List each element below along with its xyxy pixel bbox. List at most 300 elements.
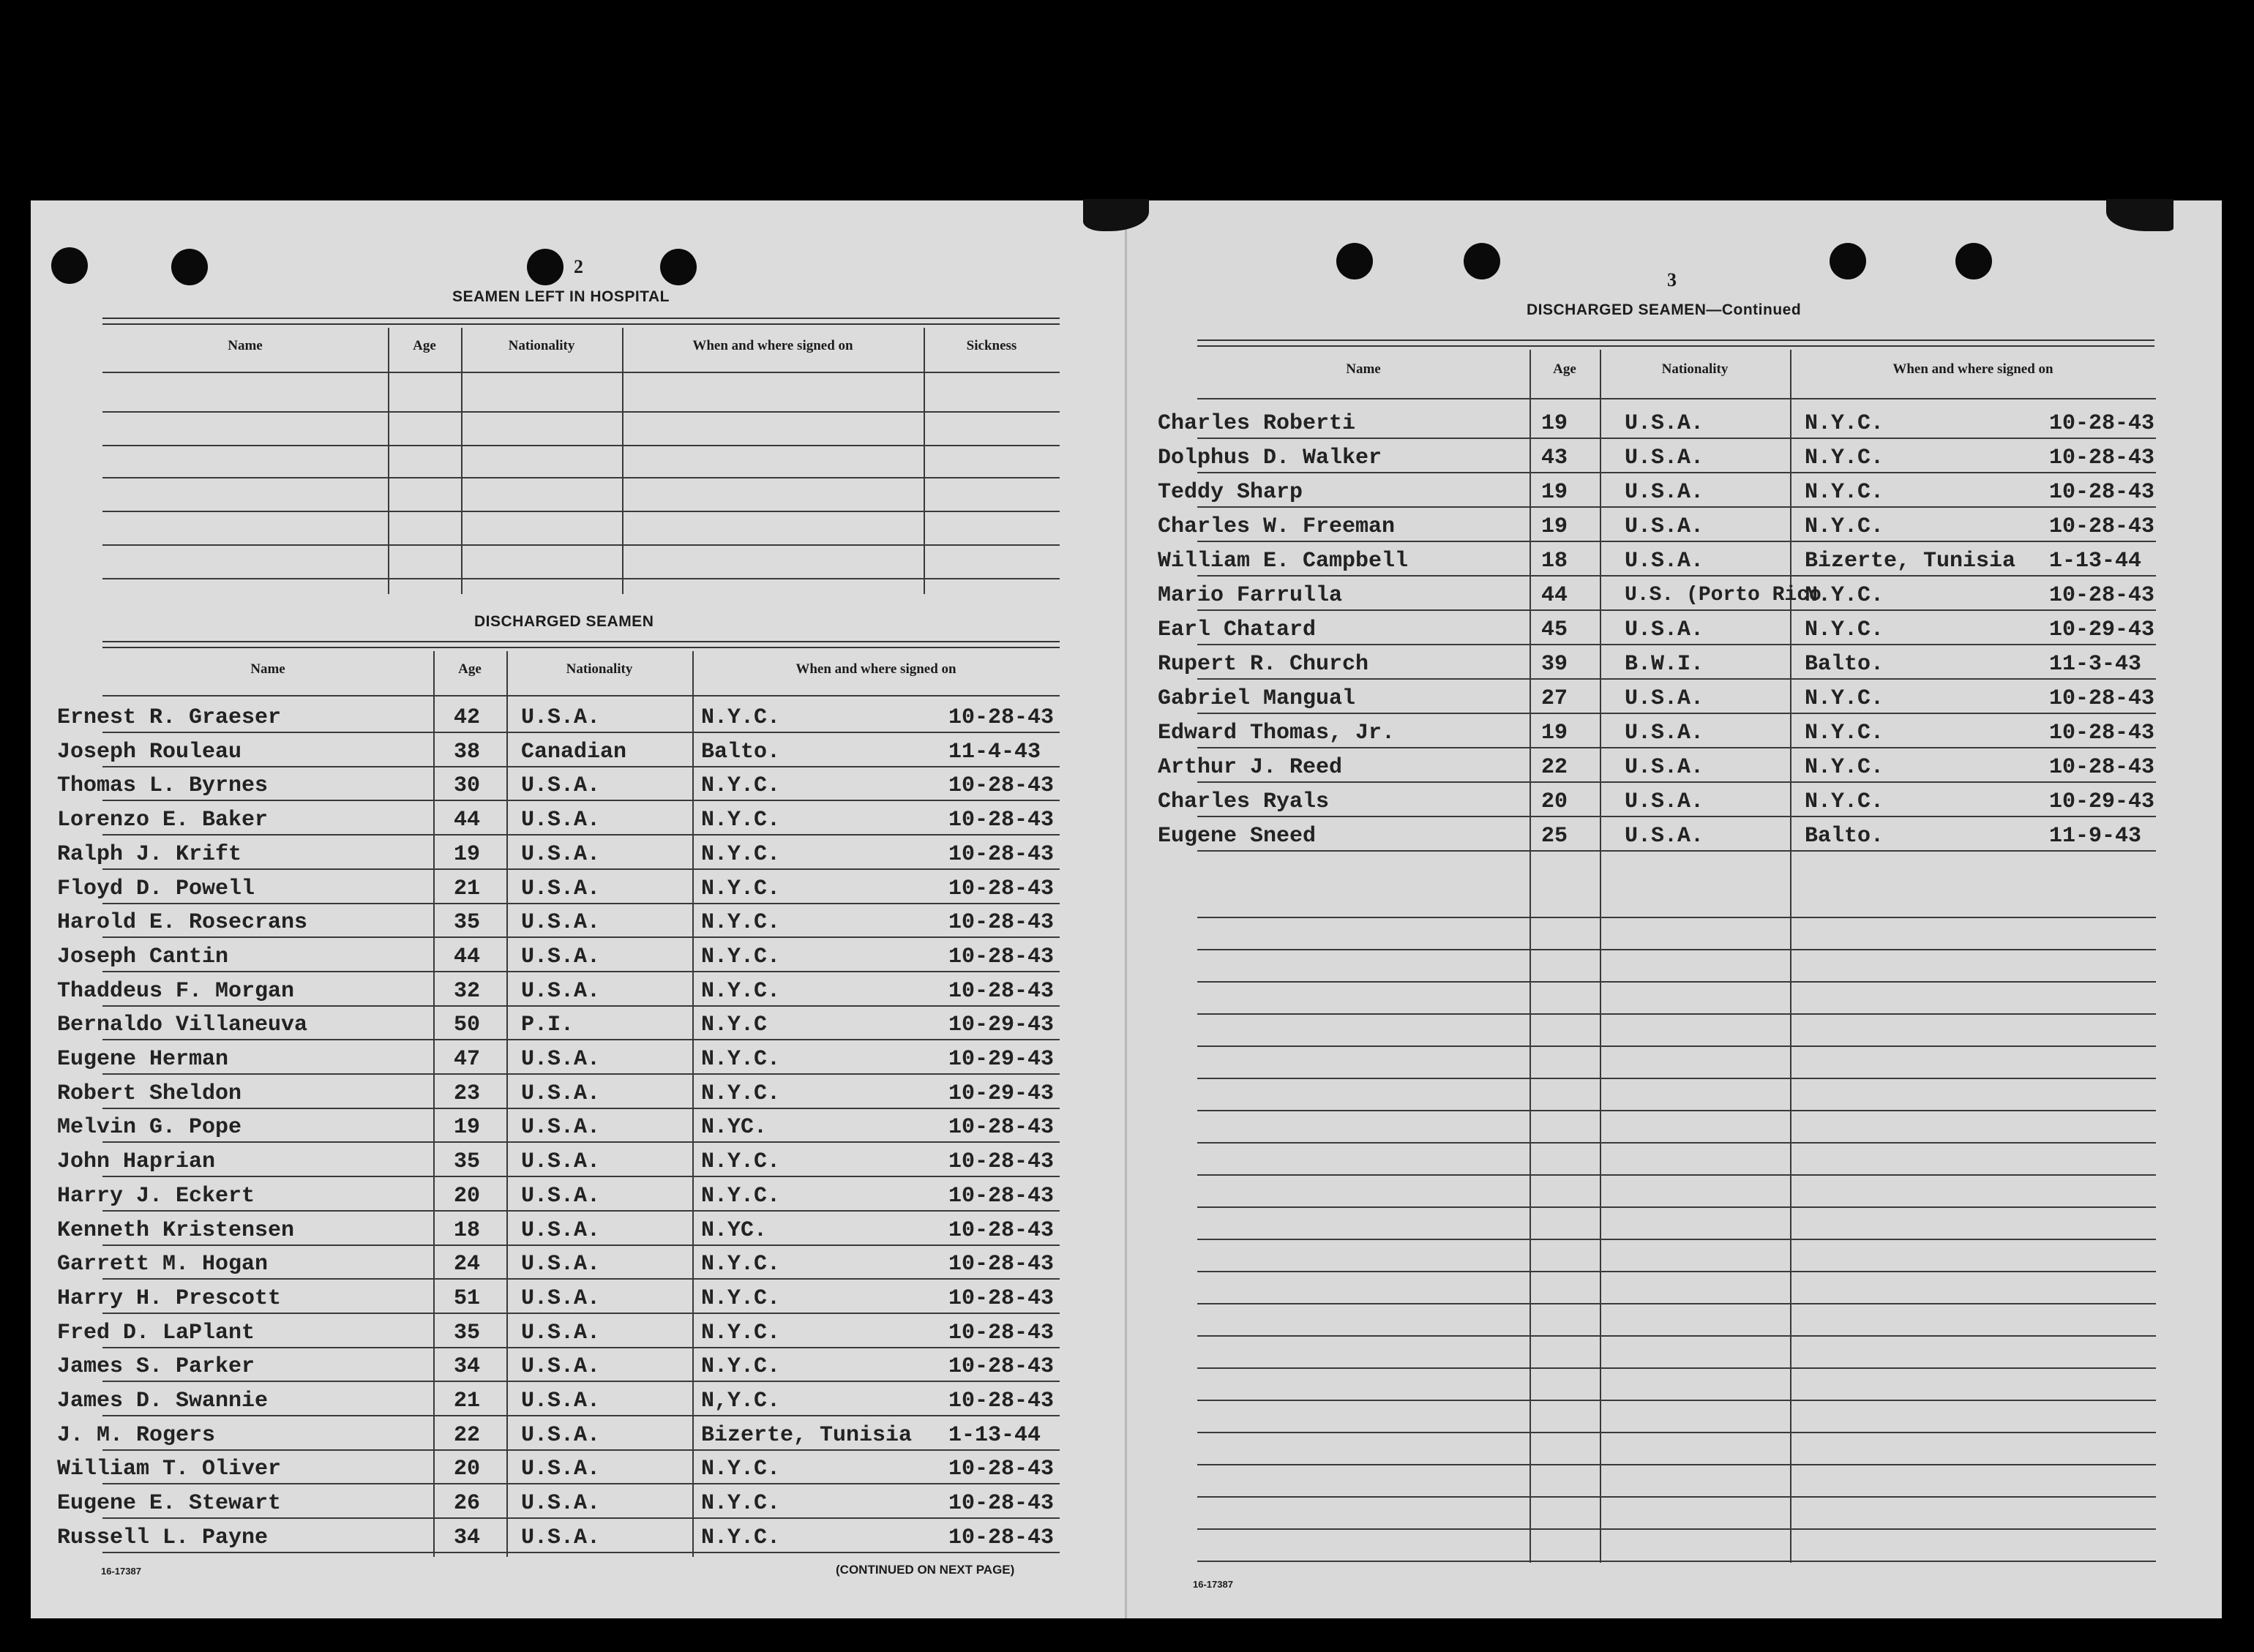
seaman-age: 19 [454, 841, 481, 867]
signed-on-place: N.Y.C. [701, 841, 781, 867]
column-header: Name [250, 661, 285, 677]
seaman-name: John Haprian [57, 1149, 216, 1175]
page-number: 3 [1667, 269, 1677, 290]
seaman-name: Dolphus D. Walker [1158, 446, 1382, 470]
seaman-nationality: U.S.A. [521, 808, 601, 833]
signed-on-place: N.Y.C. [1805, 755, 1884, 780]
seaman-name: J. M. Rogers [57, 1422, 216, 1448]
row-rule [1197, 541, 2156, 542]
header-rule [1197, 339, 2154, 347]
row-rule [1197, 1045, 2156, 1047]
signed-on-place: N.Y.C. [1805, 789, 1884, 814]
seaman-name: Ralph J. Krift [57, 841, 242, 867]
signed-on-date: 10-28-43 [2049, 411, 2155, 436]
signed-on-place: N.Y.C. [701, 1354, 781, 1380]
seaman-age: 30 [454, 773, 481, 799]
seaman-name: Joseph Rouleau [57, 739, 242, 765]
signed-on-place: N.Y.C. [701, 910, 781, 936]
seaman-nationality: U.S.A. [521, 1149, 601, 1175]
seaman-nationality: U.S.A. [521, 1217, 601, 1243]
signed-on-place: N.Y.C. [701, 1183, 781, 1209]
seaman-age: 43 [1541, 446, 1568, 470]
row-rule [102, 1415, 1060, 1416]
row-rule [102, 1141, 1060, 1143]
signed-on-date: 10-28-43 [2049, 686, 2155, 711]
signed-on-place: N.Y.C. [1805, 480, 1884, 505]
seaman-age: 34 [454, 1354, 481, 1380]
signed-on-date: 10-29-43 [2049, 789, 2155, 814]
punch-hole [1830, 243, 1866, 279]
signed-on-date: 10-28-43 [948, 1491, 1055, 1517]
row-rule [102, 1244, 1060, 1246]
row-rule [102, 1176, 1060, 1177]
column-header: Age [413, 338, 436, 353]
seaman-name: Russell L. Payne [57, 1525, 269, 1550]
signed-on-date: 10-28-43 [948, 876, 1055, 901]
column-header: Age [458, 661, 482, 677]
seaman-age: 19 [1541, 721, 1568, 746]
row-rule [102, 868, 1060, 870]
row-rule [102, 1552, 1060, 1553]
seaman-age: 21 [454, 1389, 481, 1413]
signed-on-place: N.Y.C. [701, 705, 781, 730]
page-fold [1125, 200, 1127, 1618]
signed-on-place: N.Y.C. [701, 1047, 781, 1072]
seaman-age: 47 [454, 1047, 481, 1072]
row-rule [1197, 1206, 2156, 1208]
signed-on-place: N.Y.C. [701, 808, 781, 833]
seaman-nationality: U.S.A. [521, 1457, 601, 1482]
punch-hole [660, 249, 697, 285]
seaman-age: 34 [454, 1525, 481, 1550]
column-divider [388, 328, 389, 594]
signed-on-place: N.Y.C. [701, 1491, 781, 1517]
column-header: When and where signed on [1892, 361, 2053, 377]
signed-on-date: 10-28-43 [948, 808, 1055, 833]
row-rule [1197, 981, 2156, 983]
column-header: Sickness [966, 338, 1017, 353]
seaman-nationality: U.S.A. [521, 1285, 601, 1311]
seaman-nationality: U.S.A. [1625, 411, 1704, 436]
signed-on-date: 10-28-43 [2049, 480, 2155, 505]
column-header: Nationality [1661, 361, 1729, 377]
signed-on-date: 10-28-43 [948, 773, 1055, 799]
signed-on-place: N.Y.C. [701, 1320, 781, 1345]
seaman-nationality: U.S.A. [521, 705, 601, 730]
row-rule [102, 544, 1060, 546]
signed-on-place: N.Y.C. [1805, 721, 1884, 746]
seaman-age: 26 [454, 1491, 481, 1517]
seaman-nationality: U.S.A. [521, 773, 601, 799]
signed-on-place: N.Y.C. [701, 876, 781, 901]
seaman-name: Melvin G. Pope [57, 1115, 242, 1141]
seaman-nationality: U.S.A. [1625, 686, 1704, 711]
signed-on-place: Bizerte, Tunisia [701, 1422, 913, 1448]
row-rule [1197, 1013, 2156, 1015]
signed-on-place: N.Y.C. [701, 1081, 781, 1106]
signed-on-place: N.Y.C. [1805, 583, 1884, 608]
seaman-name: Thomas L. Byrnes [57, 773, 269, 799]
seaman-nationality: U.S.A. [521, 978, 601, 1004]
row-rule [1197, 575, 2156, 577]
signed-on-date: 10-28-43 [948, 1320, 1055, 1345]
row-rule [1197, 609, 2156, 611]
row-rule [1197, 713, 2156, 714]
row-rule [1197, 1142, 2156, 1144]
header-rule [102, 318, 1060, 325]
seaman-name: James S. Parker [57, 1354, 255, 1380]
seaman-nationality: U.S.A. [521, 1422, 601, 1448]
signed-on-place: N.Y.C. [1805, 514, 1884, 539]
row-rule [102, 372, 1060, 373]
column-divider [1600, 350, 1601, 1563]
signed-on-place: N.YC. [701, 1115, 768, 1141]
signed-on-place: Balto. [701, 739, 781, 765]
signed-on-date: 10-28-43 [948, 1183, 1055, 1209]
seaman-name: Garrett M. Hogan [57, 1252, 269, 1277]
row-rule [1197, 1110, 2156, 1111]
column-divider [506, 651, 508, 1557]
seaman-name: Harold E. Rosecrans [57, 910, 308, 936]
seaman-name: Fred D. LaPlant [57, 1320, 255, 1345]
seaman-nationality: U.S.A. [521, 944, 601, 969]
column-header: Age [1553, 361, 1576, 377]
row-rule [102, 1483, 1060, 1484]
signed-on-date: 10-28-43 [948, 1252, 1055, 1277]
signed-on-date: 10-28-43 [948, 1525, 1055, 1550]
signed-on-date: 10-28-43 [948, 910, 1055, 936]
column-divider [1790, 350, 1791, 1563]
row-rule [1197, 949, 2156, 950]
seaman-age: 32 [454, 978, 481, 1004]
seaman-nationality: U.S.A. [1625, 824, 1704, 849]
signed-on-place: N.YC. [701, 1217, 768, 1243]
signed-on-date: 11-4-43 [948, 739, 1041, 765]
seaman-nationality: U.S.A. [1625, 755, 1704, 780]
seaman-name: Harry J. Eckert [57, 1183, 255, 1209]
row-rule [1197, 1174, 2156, 1176]
seaman-name: Rupert R. Church [1158, 652, 1369, 677]
seaman-age: 25 [1541, 824, 1568, 849]
row-rule [102, 1313, 1060, 1314]
signed-on-date: 10-28-43 [2049, 721, 2155, 746]
row-rule [102, 1381, 1060, 1382]
discharged-heading: DISCHARGED SEAMEN [474, 613, 654, 630]
seaman-age: 50 [454, 1013, 481, 1038]
signed-on-date: 10-28-43 [948, 1389, 1055, 1413]
row-rule [1197, 1528, 2156, 1530]
signed-on-place: N.Y.C. [701, 773, 781, 799]
signed-on-place: N.Y.C. [1805, 411, 1884, 436]
row-rule [102, 411, 1060, 413]
signed-on-place: N.Y.C. [701, 1457, 781, 1482]
row-rule [1197, 1303, 2156, 1304]
row-rule [102, 1108, 1060, 1109]
row-rule [102, 1449, 1060, 1451]
signed-on-date: 10-28-43 [2049, 514, 2155, 539]
seaman-name: Gabriel Mangual [1158, 686, 1356, 711]
signed-on-date: 10-29-43 [948, 1047, 1055, 1072]
row-rule [1197, 1432, 2156, 1433]
seaman-nationality: U.S. (Porto Rico [1625, 584, 1821, 607]
signed-on-place: N,Y.C. [701, 1389, 781, 1413]
signed-on-place: N.Y.C. [1805, 617, 1884, 642]
seaman-name: Teddy Sharp [1158, 480, 1303, 505]
seaman-age: 51 [454, 1285, 481, 1311]
row-rule [1197, 781, 2156, 783]
row-rule [102, 1347, 1060, 1348]
seaman-name: Bernaldo Villaneuva [57, 1013, 308, 1038]
seaman-nationality: U.S.A. [521, 1354, 601, 1380]
seaman-age: 44 [454, 808, 481, 833]
page-number: 2 [574, 256, 583, 277]
signed-on-date: 10-28-43 [948, 1149, 1055, 1175]
row-rule [102, 800, 1060, 801]
seaman-name: Thaddeus F. Morgan [57, 978, 295, 1004]
column-divider [692, 651, 694, 1557]
seaman-nationality: U.S.A. [521, 910, 601, 936]
row-rule [1197, 816, 2156, 817]
seaman-age: 44 [1541, 583, 1568, 608]
seaman-name: Joseph Cantin [57, 944, 229, 969]
seaman-name: William E. Campbell [1158, 549, 1409, 574]
seaman-nationality: U.S.A. [1625, 514, 1704, 539]
seaman-age: 35 [454, 910, 481, 936]
continued-heading: DISCHARGED SEAMEN—Continued [1527, 301, 1802, 318]
row-rule [1197, 747, 2156, 748]
row-rule [102, 766, 1060, 767]
seaman-name: Earl Chatard [1158, 617, 1317, 642]
signed-on-date: 10-29-43 [948, 1013, 1055, 1038]
column-divider [924, 328, 925, 594]
signed-on-date: 10-28-43 [948, 1217, 1055, 1243]
punch-hole [51, 247, 88, 284]
signed-on-place: Balto. [1805, 652, 1884, 677]
seaman-age: 38 [454, 739, 481, 765]
punch-hole [171, 249, 208, 285]
signed-on-date: 10-28-43 [2049, 583, 2155, 608]
row-rule [102, 1005, 1060, 1007]
row-rule [1197, 678, 2156, 680]
seaman-nationality: U.S.A. [1625, 480, 1704, 505]
seaman-nationality: B.W.I. [1625, 652, 1704, 677]
seaman-age: 19 [1541, 480, 1568, 505]
seaman-name: James D. Swannie [57, 1389, 269, 1413]
seaman-age: 35 [454, 1149, 481, 1175]
row-rule [102, 1210, 1060, 1212]
signed-on-date: 1-13-44 [948, 1422, 1041, 1448]
row-rule [102, 1278, 1060, 1280]
row-rule [102, 1517, 1060, 1519]
form-code: 16-17387 [101, 1566, 141, 1577]
seaman-nationality: U.S.A. [521, 1491, 601, 1517]
row-rule [102, 477, 1060, 478]
seaman-name: Kenneth Kristensen [57, 1217, 295, 1243]
punch-hole [1464, 243, 1500, 279]
continued-note: (CONTINUED ON NEXT PAGE) [836, 1563, 1015, 1577]
row-rule [1197, 1400, 2156, 1401]
seaman-age: 44 [454, 944, 481, 969]
seaman-age: 20 [1541, 789, 1568, 814]
signed-on-date: 10-28-43 [948, 944, 1055, 969]
signed-on-place: N.Y.C [701, 1013, 768, 1038]
seaman-age: 19 [1541, 411, 1568, 436]
column-divider [1530, 350, 1531, 1563]
seaman-nationality: U.S.A. [1625, 789, 1704, 814]
seaman-name: Edward Thomas, Jr. [1158, 721, 1396, 746]
column-divider [433, 651, 435, 1557]
signed-on-place: N.Y.C. [701, 1252, 781, 1277]
row-rule [102, 445, 1060, 446]
seaman-nationality: U.S.A. [521, 1047, 601, 1072]
row-rule [1197, 506, 2156, 508]
seaman-age: 19 [454, 1115, 481, 1141]
row-rule [102, 834, 1060, 836]
column-header: Nationality [566, 661, 633, 677]
signed-on-place: N.Y.C. [701, 1285, 781, 1311]
column-header: When and where signed on [692, 338, 853, 353]
signed-on-place: N.Y.C. [1805, 686, 1884, 711]
row-rule [102, 511, 1060, 512]
seaman-nationality: U.S.A. [1625, 721, 1704, 746]
signed-on-date: 10-28-43 [948, 1115, 1055, 1141]
column-divider [622, 328, 624, 594]
seaman-age: 35 [454, 1320, 481, 1345]
signed-on-date: 10-29-43 [2049, 617, 2155, 642]
row-rule [102, 936, 1060, 938]
seaman-name: Eugene Herman [57, 1047, 229, 1072]
seaman-nationality: U.S.A. [521, 1389, 601, 1413]
row-rule [1197, 472, 2156, 473]
seaman-name: Charles W. Freeman [1158, 514, 1396, 539]
signed-on-place: N.Y.C. [701, 944, 781, 969]
seaman-age: 20 [454, 1183, 481, 1209]
hospital-heading: SEAMEN LEFT IN HOSPITAL [452, 288, 670, 305]
signed-on-place: Bizerte, Tunisia [1805, 549, 2016, 574]
signed-on-date: 11-3-43 [2049, 652, 2142, 677]
seaman-name: Lorenzo E. Baker [57, 808, 269, 833]
header-rule [102, 641, 1060, 648]
seaman-nationality: U.S.A. [1625, 617, 1704, 642]
row-rule [1197, 1078, 2156, 1079]
seaman-age: 21 [454, 876, 481, 901]
signed-on-date: 10-28-43 [948, 978, 1055, 1004]
signed-on-date: 10-28-43 [948, 841, 1055, 867]
punch-hole [1336, 243, 1373, 279]
signed-on-date: 11-9-43 [2049, 824, 2142, 849]
column-header: Nationality [508, 338, 575, 353]
seaman-nationality: U.S.A. [1625, 549, 1704, 574]
column-divider [461, 328, 463, 594]
header-underline [1197, 398, 2156, 399]
signed-on-place: N.Y.C. [1805, 446, 1884, 470]
seaman-age: 18 [1541, 549, 1568, 574]
row-rule [102, 971, 1060, 972]
seaman-nationality: U.S.A. [521, 1115, 601, 1141]
seaman-age: 45 [1541, 617, 1568, 642]
seaman-nationality: U.S.A. [521, 841, 601, 867]
row-rule [1197, 1271, 2156, 1272]
seaman-name: Floyd D. Powell [57, 876, 255, 901]
seaman-nationality: U.S.A. [521, 1183, 601, 1209]
seaman-nationality: U.S.A. [521, 1081, 601, 1106]
seaman-name: Charles Ryals [1158, 789, 1330, 814]
seaman-age: 22 [454, 1422, 481, 1448]
seaman-age: 18 [454, 1217, 481, 1243]
seaman-nationality: U.S.A. [521, 1252, 601, 1277]
seaman-nationality: U.S.A. [521, 1320, 601, 1345]
signed-on-date: 10-28-43 [948, 1457, 1055, 1482]
seaman-nationality: U.S.A. [521, 876, 601, 901]
row-rule [1197, 1496, 2156, 1498]
signed-on-date: 10-28-43 [2049, 446, 2155, 470]
seaman-name: Ernest R. Graeser [57, 705, 282, 730]
seaman-age: 42 [454, 705, 481, 730]
signed-on-place: N.Y.C. [701, 1525, 781, 1550]
row-rule [1197, 1464, 2156, 1465]
row-rule [1197, 1239, 2156, 1240]
form-code: 16-17387 [1193, 1579, 1233, 1590]
column-header: Name [1346, 361, 1381, 377]
row-rule [1197, 1335, 2156, 1337]
row-rule [1197, 1367, 2156, 1369]
seaman-name: Arthur J. Reed [1158, 755, 1343, 780]
row-rule [1197, 917, 2156, 918]
row-rule [1197, 644, 2156, 645]
seaman-nationality: P.I. [521, 1013, 574, 1038]
column-header: When and where signed on [795, 661, 956, 677]
seaman-age: 20 [454, 1457, 481, 1482]
signed-on-date: 10-28-43 [948, 1354, 1055, 1380]
row-rule [102, 1039, 1060, 1040]
seaman-name: Eugene E. Stewart [57, 1491, 282, 1517]
seaman-age: 23 [454, 1081, 481, 1106]
seaman-age: 27 [1541, 686, 1568, 711]
signed-on-date: 10-28-43 [2049, 755, 2155, 780]
seaman-name: Eugene Sneed [1158, 824, 1317, 849]
seaman-age: 22 [1541, 755, 1568, 780]
header-underline [102, 695, 1060, 697]
row-rule [102, 1073, 1060, 1075]
seaman-nationality: U.S.A. [1625, 446, 1704, 470]
signed-on-place: Balto. [1805, 824, 1884, 849]
seaman-name: Robert Sheldon [57, 1081, 242, 1106]
seaman-name: Charles Roberti [1158, 411, 1356, 436]
punch-hole [1955, 243, 1992, 279]
seaman-age: 39 [1541, 652, 1568, 677]
row-rule [1197, 850, 2156, 852]
row-rule [102, 732, 1060, 733]
signed-on-place: N.Y.C. [701, 1149, 781, 1175]
seaman-age: 19 [1541, 514, 1568, 539]
seaman-name: Harry H. Prescott [57, 1285, 282, 1311]
seaman-nationality: Canadian [521, 739, 627, 765]
seaman-name: Mario Farrulla [1158, 583, 1343, 608]
signed-on-date: 10-29-43 [948, 1081, 1055, 1106]
signed-on-place: N.Y.C. [701, 978, 781, 1004]
punch-hole [527, 249, 564, 285]
seaman-nationality: U.S.A. [521, 1525, 601, 1550]
column-header: Name [228, 338, 263, 353]
seaman-age: 24 [454, 1252, 481, 1277]
signed-on-date: 10-28-43 [948, 705, 1055, 730]
row-rule [102, 903, 1060, 904]
row-rule [102, 578, 1060, 579]
row-rule [1197, 438, 2156, 439]
signed-on-date: 1-13-44 [2049, 549, 2142, 574]
row-rule [1197, 1561, 2156, 1562]
signed-on-date: 10-28-43 [948, 1285, 1055, 1311]
